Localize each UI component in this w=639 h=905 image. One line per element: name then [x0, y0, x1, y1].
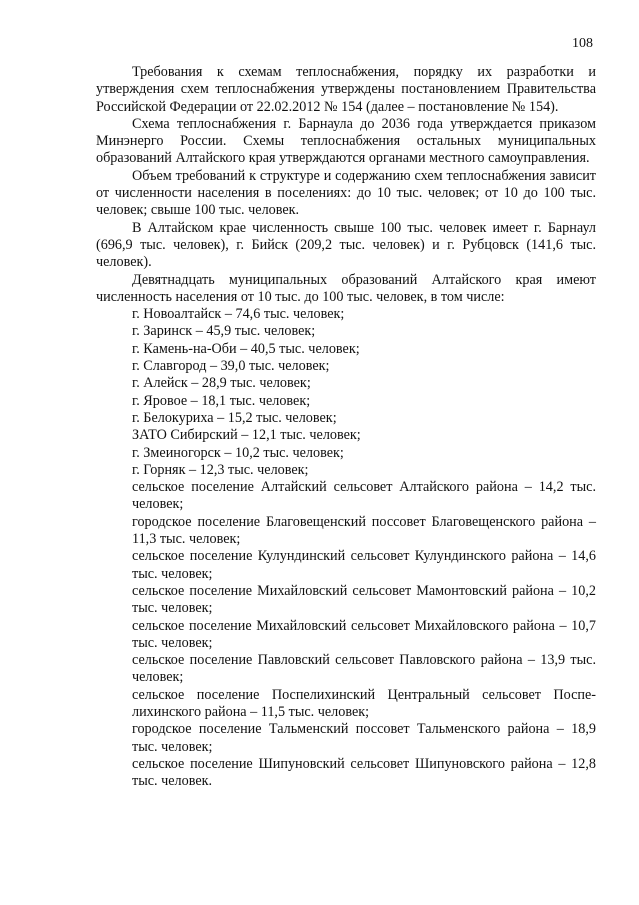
document-body — [96, 64, 596, 790]
list-item: г. Горняк – 12,3 тыс. человек; — [132, 461, 309, 478]
list-item: г. Яровое – 18,1 тыс. человек; — [132, 392, 311, 409]
paragraph: Схема теплоснабжения г. Барнаула до 2036 года утверждается приказом Минэнерго России. Схемы теплоснабжения остальных муниципальных образований Алтайского края утверждаются органами местного самоуправления. — [96, 115, 596, 167]
list-item: городское поселение Тальменский поссовет Тальменского района – 18,9 тыс. человек; — [132, 721, 596, 755]
list-item: сельское поселение Алтайский сельсовет Алтайского района – 14,2 тыс. человек; — [132, 479, 596, 513]
list-item: г. Заринск – 45,9 тыс. человек; — [132, 323, 316, 340]
list-item: сельское поселение Кулундинский сельсовет Кулундинского района – 14,6 тыс. человек; — [132, 548, 596, 582]
list-item: г. Алейск – 28,9 тыс. человек; — [132, 375, 311, 392]
list-item: г. Камень-на-Оби – 40,5 тыс. человек; — [132, 340, 360, 357]
paragraph: Требования к схемам теплоснабжения, порядку их разработки и утверждения схем теплоснабжения утверждены постановлением Правительства Российской Федерации от 22.02.2012 № 154 (далее – постановление № 154). — [96, 64, 596, 115]
list-item: сельское поселение Шипуновский сельсовет Шипуновского района – 12,8 тыс. человек. — [132, 755, 596, 790]
paragraph: В Алтайском крае численность свыше 100 тыс. человек имеет г. Барнаул (696,9 тыс. человек), г. Бийск (209,2 тыс. человек) и г. Рубцовск (141,6 тыс. человек). — [96, 219, 596, 271]
list-item: г. Белокуриха – 15,2 тыс. человек; — [132, 409, 337, 426]
list-item: сельское поселение Павловский сельсовет Павловского района – 13,9 тыс. человек; — [132, 652, 596, 686]
list-item: сельское поселение Поспелихинский Центральный сельсовет Поспе-лихинского района – 11,5 тыс. человек; — [132, 686, 596, 720]
municipality-list — [96, 306, 596, 790]
page-number: 108 — [572, 36, 593, 51]
list-item: г. Славгород – 39,0 тыс. человек; — [132, 358, 330, 375]
paragraph: Девятнадцать муниципальных образований Алтайского края имеют численность населения от 10 тыс. до 100 тыс. человек, в том числе: — [96, 271, 596, 305]
list-item: городское поселение Благовещенский поссовет Благовещенского района – 11,3 тыс. человек; — [132, 513, 596, 548]
paragraph: Объем требований к структуре и содержанию схем теплоснабжения зависит от численности населения в поселениях: до 10 тыс. человек; от 10 до 100 тыс. человек; свыше 100 тыс. человек. — [96, 167, 596, 219]
list-item: г. Новоалтайск – 74,6 тыс. человек; — [132, 306, 345, 323]
list-item: сельское поселение Михайловский сельсовет Мамонтовский района – 10,2 тыс. человек; — [132, 582, 596, 617]
list-item: сельское поселение Михайловский сельсовет Михайловского района – 10,7 тыс. человек; — [132, 617, 596, 651]
list-item: ЗАТО Сибирский – 12,1 тыс. человек; — [132, 427, 361, 444]
list-item: г. Змеиногорск – 10,2 тыс. человек; — [132, 444, 344, 461]
